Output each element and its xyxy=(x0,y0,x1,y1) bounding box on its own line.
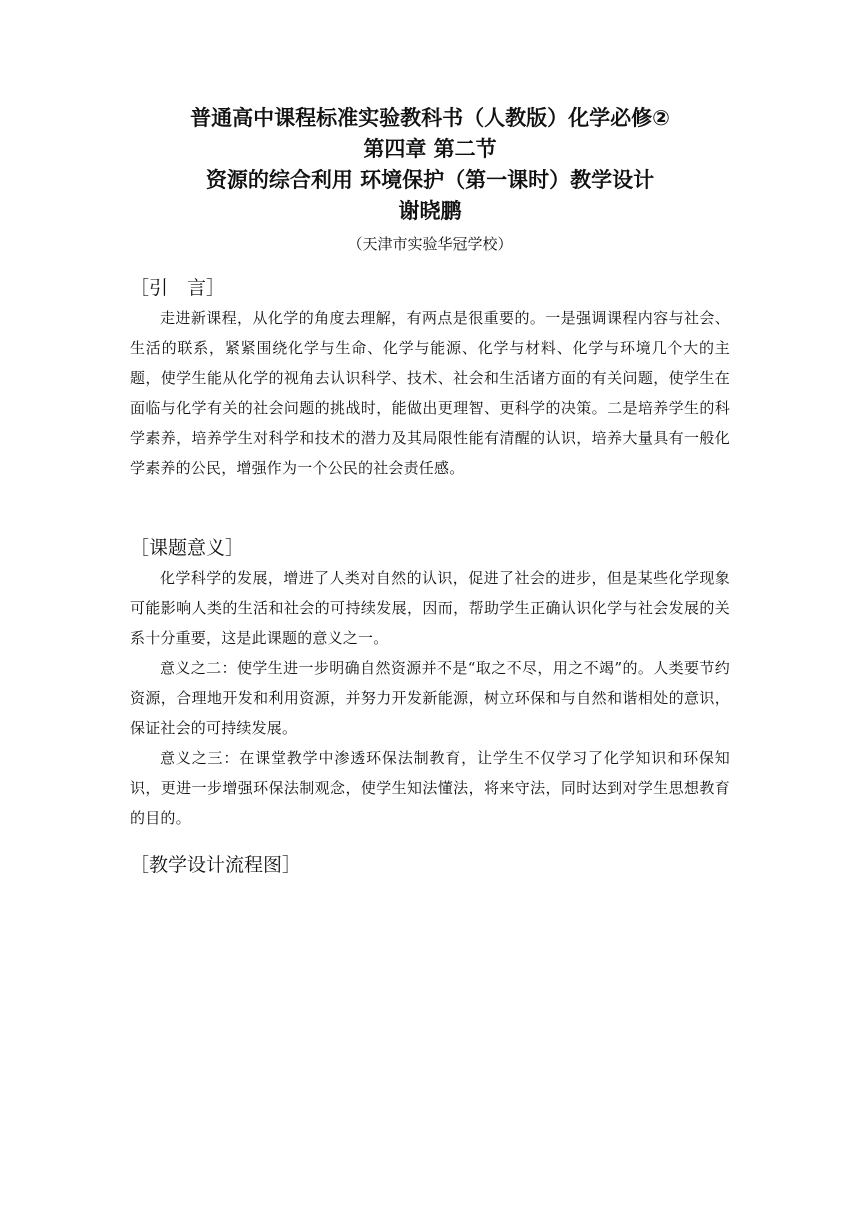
lesson-title: 资源的综合利用 环境保护（第一课时）教学设计 xyxy=(205,168,655,192)
chapter-title: 第四章 第二节 xyxy=(363,137,497,161)
textbook-title: 普通高中课程标准实验教科书（人教版）化学必修② xyxy=(190,106,670,130)
significance-body xyxy=(130,563,730,833)
flowchart-heading: ［教学设计流程图］ xyxy=(130,854,302,876)
significance-heading: ［课题意义］ xyxy=(130,537,245,559)
title-block xyxy=(0,103,860,259)
intro-body xyxy=(130,303,730,483)
significance-paragraph-2: 意义之二：使学生进一步明确自然资源并不是“取之不尽，用之不竭”的。人类要节约资源，合理地开发和利用资源，并努力开发新能源，树立环保和与自然和谐相处的意识，保证社会的可持续发展。 xyxy=(130,659,730,737)
intro-paragraph: 走进新课程，从化学的角度去理解，有两点是很重要的。一是强调课程内容与社会、生活的联系，紧紧围绕化学与生命、化学与能源、化学与材料、化学与环境几个大的主题，使学生能从化学的视角去认识科学、技术、社会和生活诸方面的有关问题，使学生在面临与化学有关的社会问题的挑战时，能做出更理智、更科学的决策。二是培养学生的科学素养，培养学生对科学和技术的潜力及其局限性能有清醒的认识，培养大量具有一般化学素养的公民，增强作为一个公民的社会责任感。 xyxy=(130,309,730,477)
intro-heading: ［引 言］ xyxy=(130,277,226,299)
school-name: （天津市实验华冠学校） xyxy=(347,235,513,253)
author-name: 谢晓鹏 xyxy=(398,199,462,223)
significance-paragraph-3: 意义之三：在课堂教学中渗透环保法制教育，让学生不仅学习了化学知识和环保知识，更进一步增强环保法制观念，使学生知法懂法，将来守法，同时达到对学生思想教育的目的。 xyxy=(130,749,730,827)
significance-paragraph-1: 化学科学的发展，增进了人类对自然的认识，促进了社会的进步，但是某些化学现象可能影响人类的生活和社会的可持续发展，因而，帮助学生正确认识化学与社会发展的关系十分重要，这是此课题的意义之一。 xyxy=(130,569,730,647)
